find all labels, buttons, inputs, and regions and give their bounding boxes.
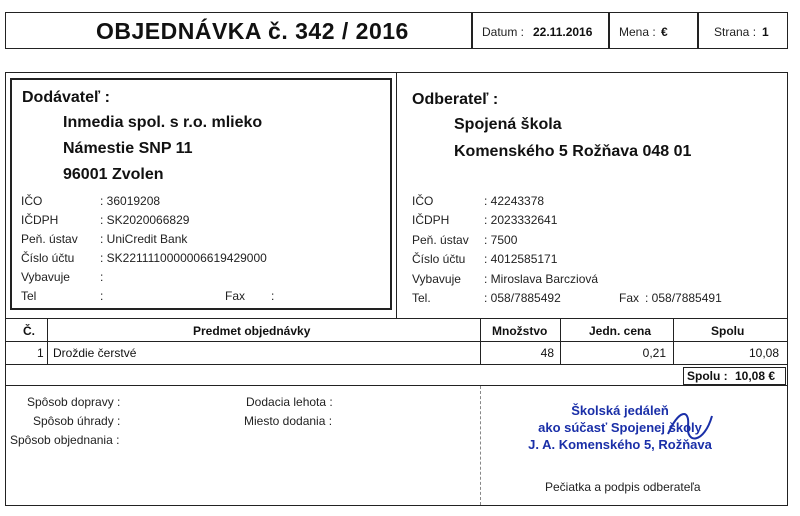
customer-contact-label: Vybavuje [412, 272, 461, 286]
col-header-qty: Množstvo [492, 324, 548, 338]
customer-fax-value: : 058/7885491 [645, 291, 722, 305]
supplier-ico-value: : 36019208 [100, 194, 161, 208]
supplier-bank-value: : UniCredit Bank [100, 232, 188, 246]
table-header-line [5, 341, 788, 342]
currency-value: € [661, 25, 668, 39]
supplier-icdph-label: IČDPH [21, 213, 59, 227]
customer-icdph-value: : 2023332641 [484, 213, 558, 227]
customer-account-label: Číslo účtu [412, 252, 466, 266]
payment-method-label: Spôsob úhrady : [33, 414, 121, 428]
date-label: Datum : [482, 25, 525, 39]
col-header-num: Č. [23, 324, 35, 338]
supplier-contact-label: Vybavuje [21, 270, 70, 284]
customer-account-value: : 4012585171 [484, 252, 558, 266]
customer-ico-value: : 42243378 [484, 194, 545, 208]
customer-ico-label: IČO [412, 194, 434, 208]
supplier-heading: Dodávateľ : [22, 89, 110, 106]
supplier-tel-value: : [100, 289, 104, 303]
supplier-street: Námestie SNP 11 [63, 140, 193, 157]
delivery-deadline-label: Dodacia lehota : [246, 395, 333, 409]
supplier-bank-label: Peň. ústav [21, 232, 78, 246]
row-qty: 48 [540, 346, 554, 360]
customer-bank-label: Peň. ústav [412, 233, 469, 247]
customer-icdph-label: IČDPH [412, 213, 450, 227]
customer-street: Komenského 5 Rožňava 048 01 [454, 143, 692, 160]
page-label: Strana : [714, 25, 757, 39]
sum-value: 10,08 € [735, 369, 776, 383]
customer-tel-value: : 058/7885492 [484, 291, 561, 305]
supplier-city: 96001 Zvolen [63, 166, 164, 183]
row-total: 10,08 [748, 346, 779, 360]
transport-method-label: Spôsob dopravy : [27, 395, 121, 409]
signature-area-divider [480, 386, 481, 505]
customer-heading: Odberateľ : [412, 91, 499, 108]
page-value: 1 [762, 25, 769, 39]
table-top-line [5, 318, 788, 319]
stamp-line-1: Školská jedáleň [571, 403, 669, 418]
col-header-item: Predmet objednávky [193, 324, 311, 338]
table-row-line [5, 364, 788, 365]
supplier-icdph-value: : SK2020066829 [100, 213, 190, 227]
row-price: 0,21 [642, 346, 666, 360]
document-title: OBJEDNÁVKA č. 342 / 2016 [96, 18, 409, 44]
row-num: 1 [37, 346, 44, 360]
row-item: Droždie čerstvé [53, 346, 137, 360]
order-method-label: Spôsob objednania : [10, 433, 120, 447]
stamp-line-2: ako súčasť Spojenej školy [538, 420, 702, 435]
signature-label: Pečiatka a podpis odberateľa [545, 480, 701, 494]
customer-fax-label: Fax [619, 291, 640, 305]
table-sum-line [5, 385, 788, 386]
supplier-ico-label: IČO [21, 194, 43, 208]
signature-scribble [660, 404, 720, 444]
col-header-price: Jedn. cena [589, 324, 652, 338]
supplier-contact-value: : [100, 270, 104, 284]
col-header-total: Spolu [711, 324, 745, 338]
customer-tel-label: Tel. [412, 291, 431, 305]
date-value: 22.11.2016 [533, 25, 593, 39]
customer-name: Spojená škola [454, 116, 562, 133]
delivery-place-label: Miesto dodania : [244, 414, 333, 428]
sum-label: Spolu : [687, 369, 728, 383]
supplier-tel-label: Tel [21, 289, 37, 303]
supplier-account-value: : SK2211110000006619429000 [100, 251, 267, 265]
customer-bank-value: : 7500 [484, 233, 518, 247]
stamp-line-3: J. A. Komenského 5, Rožňava [528, 437, 712, 452]
supplier-fax-label: Fax [225, 289, 246, 303]
col-sep-1 [47, 318, 48, 364]
supplier-name: Inmedia spol. s r.o. mlieko [63, 114, 263, 131]
supplier-fax-value: : [271, 289, 275, 303]
currency-label: Mena : [619, 25, 656, 39]
party-divider [396, 72, 397, 318]
supplier-account-label: Číslo účtu [21, 251, 75, 265]
customer-contact-value: : Miroslava Barcziová [484, 272, 599, 286]
